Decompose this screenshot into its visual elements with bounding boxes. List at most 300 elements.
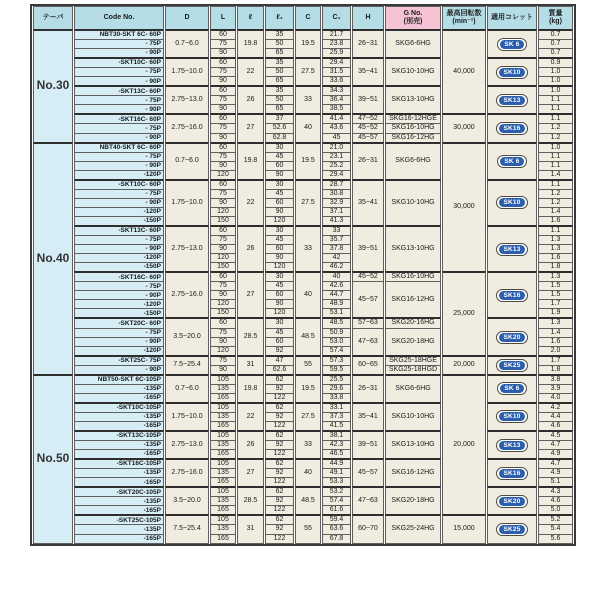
c1-cell: 33.8 (322, 393, 351, 402)
c1-cell: 37.1 (322, 207, 351, 216)
collet-badge-label: SK20 (499, 333, 524, 342)
code-cell: - 90P (74, 76, 164, 85)
ell-cell: 19.8 (237, 29, 264, 57)
length-l-cell: 75 (210, 235, 236, 244)
mass-cell: 1.1 (538, 113, 573, 123)
ell1-cell: 50 (265, 95, 294, 104)
length-l-cell: 165 (210, 449, 236, 458)
ell1-cell: 92 (265, 524, 294, 533)
g-no-cell: SKG16-12HG (385, 458, 441, 486)
length-l-cell: 90 (210, 48, 236, 57)
ell1-cell: 30 (265, 271, 294, 281)
code-cell: -SKT25C- 75P (74, 355, 164, 365)
max-rpm-cell: 20,000 (442, 355, 486, 374)
collet-badge-label: SK10 (499, 198, 524, 207)
d-range-cell: 2.75~16.0 (165, 113, 209, 141)
code-cell: - 75P (74, 235, 164, 244)
max-rpm-cell: 20,000 (442, 374, 486, 515)
collet-badge-label: SK16 (499, 291, 524, 300)
c1-cell: 21.7 (322, 29, 351, 39)
collet-badge (497, 155, 526, 168)
length-l-cell: 105 (210, 514, 236, 524)
mass-label-line1: 質量 (548, 9, 563, 17)
code-cell: -150P (74, 216, 164, 225)
mass-cell: 1.0 (538, 76, 573, 85)
ell1-cell: 90 (265, 170, 294, 179)
code-cell: -SKT16C- 60P (74, 271, 164, 281)
table-row (33, 486, 573, 496)
c-cell: 19.5 (295, 29, 321, 57)
length-l-cell: 75 (210, 328, 236, 337)
h-range-cell: 45~57 (352, 281, 384, 317)
d-range-cell: 2.75~13.0 (165, 430, 209, 458)
c1-cell: 31.5 (322, 67, 351, 76)
c1-cell: 35.7 (322, 235, 351, 244)
ell-cell: 22 (237, 57, 264, 85)
ell1-cell: 62.6 (265, 365, 294, 374)
d-range-cell: 1.75~10.0 (165, 57, 209, 85)
c1-cell: 32.9 (322, 198, 351, 207)
col-header-g-no (385, 6, 441, 29)
mass-cell: 1.2 (538, 133, 573, 142)
code-cell: -120P (74, 299, 164, 308)
taper-cell: No.50 (33, 374, 73, 544)
h-range-cell: 26~31 (352, 142, 384, 179)
c1-cell: 57.4 (322, 346, 351, 355)
length-l-cell: 90 (210, 104, 236, 113)
collet-cell (487, 430, 537, 458)
collet-badge (496, 122, 527, 135)
code-cell: -SKT13C-105P (74, 430, 164, 440)
collet-badge (496, 66, 527, 79)
h-range-cell: 39~51 (352, 430, 384, 458)
mass-cell: 4.7 (538, 440, 573, 449)
taper-cell: No.30 (33, 29, 73, 142)
ell-cell: 27 (237, 113, 264, 141)
h-range-cell: 26~31 (352, 29, 384, 57)
length-l-cell: 135 (210, 468, 236, 477)
mass-cell: 4.6 (538, 496, 573, 505)
c-cell: 19.5 (295, 374, 321, 402)
g-no-cell: SKG16-12HG (385, 281, 441, 317)
g-no-cell: SKG25-18HGE (385, 355, 441, 365)
c1-cell: 29.4 (322, 57, 351, 67)
code-cell: -135P (74, 384, 164, 393)
length-l-cell: 60 (210, 29, 236, 39)
h-range-cell: 45~52 (352, 123, 384, 132)
collet-badge-label: SK 6 (500, 384, 523, 393)
mass-label-line2: (kg) (549, 18, 562, 25)
g-no-cell: SKG16-12HG (385, 133, 441, 142)
ell1-cell: 65 (265, 76, 294, 85)
length-l-cell: 60 (210, 142, 236, 152)
g-no-cell: SKG25-18HGD (385, 365, 441, 374)
collet-badge-label: SK13 (499, 96, 524, 105)
length-l-cell: 60 (210, 271, 236, 281)
table-row (33, 430, 573, 440)
code-cell: -165P (74, 421, 164, 430)
c1-cell: 21.0 (322, 142, 351, 152)
ell-cell: 27 (237, 458, 264, 486)
d-range-cell: 2.75~13.0 (165, 225, 209, 271)
code-cell: -SKT25C-105P (74, 514, 164, 524)
c1-cell: 48.9 (322, 299, 351, 308)
collet-cell (487, 29, 537, 57)
ell1-cell: 92 (265, 412, 294, 421)
length-l-cell: 60 (210, 85, 236, 95)
ell-cell: 26 (237, 430, 264, 458)
mass-cell: 1.0 (538, 142, 573, 152)
ell1-cell: 62 (265, 514, 294, 524)
taper-cell: No.40 (33, 142, 73, 374)
c1-cell: 25.5 (322, 374, 351, 384)
table-row (33, 225, 573, 235)
c1-cell: 61.6 (322, 505, 351, 514)
g-no-cell: SKG6-6HG (385, 374, 441, 402)
ell1-cell: 120 (265, 262, 294, 271)
length-l-cell: 60 (210, 225, 236, 235)
col-header-l: L (210, 6, 236, 29)
c-cell: 40 (295, 271, 321, 317)
mass-cell: 4.2 (538, 402, 573, 412)
ell1-cell: 92 (265, 346, 294, 355)
code-cell: -135P (74, 524, 164, 533)
table-row (33, 85, 573, 95)
mass-cell: 0.7 (538, 48, 573, 57)
length-l-cell: 90 (210, 244, 236, 253)
ell1-cell: 60 (265, 244, 294, 253)
ell1-cell: 45 (265, 281, 294, 290)
collet-cell (487, 179, 537, 225)
length-l-cell: 75 (210, 95, 236, 104)
code-cell: - 90P (74, 48, 164, 57)
collet-cell (487, 271, 537, 317)
code-cell: -SKT20C-105P (74, 486, 164, 496)
d-range-cell: 1.75~10.0 (165, 179, 209, 225)
c1-cell: 34.3 (322, 85, 351, 95)
mass-cell: 1.2 (538, 123, 573, 132)
g-no-cell: SKG13-10HG (385, 430, 441, 458)
code-cell: NBT40-SKT 6C- 60P (74, 142, 164, 152)
mass-cell: 1.5 (538, 290, 573, 299)
code-cell: - 75P (74, 123, 164, 132)
c1-cell: 29.6 (322, 384, 351, 393)
code-cell: -135P (74, 496, 164, 505)
length-l-cell: 105 (210, 402, 236, 412)
h-range-cell: 35~41 (352, 179, 384, 225)
mass-cell: 1.2 (538, 189, 573, 198)
g-no-cell: SKG13-10HG (385, 85, 441, 113)
mass-cell: 1.0 (538, 85, 573, 95)
ell1-cell: 122 (265, 477, 294, 486)
g-no-cell: SKG20-18HG (385, 328, 441, 355)
c-cell: 19.5 (295, 142, 321, 179)
mass-cell: 4.0 (538, 393, 573, 402)
length-l-cell: 165 (210, 393, 236, 402)
c1-cell: 33 (322, 225, 351, 235)
ell1-cell: 60 (265, 198, 294, 207)
c1-cell: 28.7 (322, 179, 351, 189)
mass-cell: 1.1 (538, 161, 573, 170)
code-cell: - 75P (74, 67, 164, 76)
table-row (33, 142, 573, 152)
code-cell: -165P (74, 505, 164, 514)
code-cell: -SKT13C- 60P (74, 225, 164, 235)
length-l-cell: 75 (210, 189, 236, 198)
table-row (33, 317, 573, 327)
collet-cell (487, 317, 537, 354)
collet-badge-label: SK13 (499, 245, 524, 254)
g-no-cell: SKG13-10HG (385, 225, 441, 271)
g-no-cell: SKG6-6HG (385, 29, 441, 57)
code-cell: -SKT10C-105P (74, 402, 164, 412)
code-cell: NBT50-SKT 6C-105P (74, 374, 164, 384)
h-range-cell: 47~63 (352, 328, 384, 355)
collet-badge-label: SK25 (499, 525, 524, 534)
mass-cell: 3.8 (538, 374, 573, 384)
length-l-cell: 150 (210, 216, 236, 225)
code-cell: -165P (74, 449, 164, 458)
collet-cell (487, 458, 537, 486)
ell1-cell: 90 (265, 299, 294, 308)
col-header-h: H (352, 6, 384, 29)
mass-cell: 1.1 (538, 152, 573, 161)
mass-cell: 0.7 (538, 29, 573, 39)
ell-cell: 27 (237, 271, 264, 317)
c1-cell: 23.8 (322, 39, 351, 48)
c1-cell: 38.1 (322, 430, 351, 440)
code-cell: -SKT16C- 60P (74, 113, 164, 123)
mass-cell: 1.3 (538, 244, 573, 253)
table-row (33, 179, 573, 189)
length-l-cell: 165 (210, 477, 236, 486)
collet-badge (497, 38, 526, 51)
ell1-cell: 50 (265, 39, 294, 48)
code-cell: -SKT10C- 60P (74, 57, 164, 67)
h-range-cell: 26~31 (352, 374, 384, 402)
code-cell: -SKT10C- 60P (74, 179, 164, 189)
max-rpm-cell: 15,000 (442, 514, 486, 543)
d-range-cell: 0.7~6.0 (165, 142, 209, 179)
c1-cell: 44.7 (322, 290, 351, 299)
col-header-collet: 適用コレット (487, 6, 537, 29)
length-l-cell: 60 (210, 113, 236, 123)
g-no-cell: SKG10-10HG (385, 179, 441, 225)
ell1-cell: 52.6 (265, 123, 294, 132)
ell1-cell: 62 (265, 402, 294, 412)
length-l-cell: 60 (210, 317, 236, 327)
mass-cell: 1.4 (538, 328, 573, 337)
d-range-cell: 0.7~6.0 (165, 374, 209, 402)
d-range-cell: 1.75~10.0 (165, 402, 209, 430)
c1-cell: 59.4 (322, 514, 351, 524)
mass-cell: 1.5 (538, 281, 573, 290)
col-header-max-rpm (442, 6, 486, 29)
mass-cell: 1.8 (538, 262, 573, 271)
h-range-cell: 60~70 (352, 514, 384, 543)
length-l-cell: 90 (210, 365, 236, 374)
mass-cell: 1.3 (538, 235, 573, 244)
c-cell: 40 (295, 458, 321, 486)
c-cell: 55 (295, 514, 321, 543)
ell1-cell: 30 (265, 142, 294, 152)
code-cell: -120P (74, 207, 164, 216)
length-l-cell: 135 (210, 496, 236, 505)
c1-cell: 46.2 (322, 262, 351, 271)
d-range-cell: 3.5~20.0 (165, 317, 209, 354)
length-l-cell: 120 (210, 253, 236, 262)
ell-cell: 28.5 (237, 486, 264, 514)
collet-cell (487, 486, 537, 514)
collet-badge (496, 196, 527, 209)
c1-cell: 38.5 (322, 104, 351, 113)
spec-table-body (33, 29, 573, 544)
code-cell: - 75P (74, 328, 164, 337)
c1-cell: 50.9 (322, 328, 351, 337)
code-cell: -150P (74, 262, 164, 271)
length-l-cell: 135 (210, 440, 236, 449)
h-range-cell: 45~57 (352, 133, 384, 142)
c1-cell: 57.4 (322, 496, 351, 505)
length-l-cell: 60 (210, 179, 236, 189)
mass-cell: 1.6 (538, 253, 573, 262)
table-row (33, 458, 573, 468)
ell-cell: 26 (237, 85, 264, 113)
ell1-cell: 62 (265, 374, 294, 384)
code-cell: -135P (74, 440, 164, 449)
length-l-cell: 120 (210, 299, 236, 308)
length-l-cell: 135 (210, 524, 236, 533)
h-range-cell: 47~63 (352, 486, 384, 514)
collet-cell (487, 374, 537, 402)
mass-cell: 1.2 (538, 198, 573, 207)
collet-badge (496, 94, 527, 107)
col-header-ell: ℓ (237, 6, 264, 29)
spec-table (32, 6, 574, 544)
table-row (33, 514, 573, 524)
mass-cell: 4.5 (538, 430, 573, 440)
ell1-cell: 122 (265, 393, 294, 402)
code-cell: - 75P (74, 152, 164, 161)
mass-cell: 5.2 (538, 514, 573, 524)
c1-cell: 25.2 (322, 161, 351, 170)
ell1-cell: 122 (265, 534, 294, 544)
ell1-cell: 62 (265, 486, 294, 496)
mass-cell: 1.1 (538, 104, 573, 113)
d-range-cell: 2.75~13.0 (165, 85, 209, 113)
c1-cell: 37.3 (322, 412, 351, 421)
g-no-cell: SKG10-10HG (385, 402, 441, 430)
d-range-cell: 2.75~16.0 (165, 458, 209, 486)
mass-cell: 2.0 (538, 346, 573, 355)
g-no-label-line2: (別売) (403, 18, 423, 25)
c1-cell: 33.6 (322, 76, 351, 85)
max-rpm-cell: 40,000 (442, 29, 486, 113)
c1-cell: 59.5 (322, 365, 351, 374)
c1-cell: 43.6 (322, 123, 351, 132)
mass-cell: 4.6 (538, 421, 573, 430)
length-l-cell: 120 (210, 170, 236, 179)
collet-badge-label: SK25 (499, 361, 524, 370)
collet-cell (487, 514, 537, 543)
code-cell: NBT30-SKT 6C- 60P (74, 29, 164, 39)
ell1-cell: 35 (265, 57, 294, 67)
collet-cell (487, 225, 537, 271)
col-header-mass (538, 6, 573, 29)
mass-cell: 5.4 (538, 524, 573, 533)
length-l-cell: 90 (210, 133, 236, 142)
code-cell: -165P (74, 393, 164, 402)
ell1-cell: 60 (265, 161, 294, 170)
length-l-cell: 120 (210, 207, 236, 216)
length-l-cell: 90 (210, 290, 236, 299)
ell-cell: 31 (237, 355, 264, 374)
collet-badge-label: SK13 (499, 441, 524, 450)
d-range-cell: 0.7~6.0 (165, 29, 209, 57)
code-cell: -150P (74, 308, 164, 317)
length-l-cell: 165 (210, 421, 236, 430)
ell-cell: 19.8 (237, 374, 264, 402)
collet-badge (496, 410, 527, 423)
mass-cell: 1.6 (538, 337, 573, 346)
ell1-cell: 120 (265, 216, 294, 225)
length-l-cell: 75 (210, 39, 236, 48)
max-rpm-cell: 30,000 (442, 142, 486, 272)
collet-cell (487, 57, 537, 85)
mass-cell: 1.7 (538, 355, 573, 365)
c1-cell: 36.4 (322, 95, 351, 104)
code-cell: - 90P (74, 161, 164, 170)
col-header-d: D (165, 6, 209, 29)
code-cell: -SKT20C- 60P (74, 317, 164, 327)
g-no-cell: SKG25-24HG (385, 514, 441, 543)
collet-badge (496, 495, 527, 508)
ell1-cell: 65 (265, 104, 294, 113)
d-range-cell: 7.5~25.4 (165, 355, 209, 374)
collet-badge-label: SK 6 (500, 157, 523, 166)
c-cell: 27.5 (295, 179, 321, 225)
collet-badge (496, 359, 527, 372)
g-no-cell: SKG20-18HG (385, 486, 441, 514)
max-rpm-cell: 25,000 (442, 271, 486, 354)
mass-cell: 1.7 (538, 299, 573, 308)
collet-cell (487, 355, 537, 374)
c1-cell: 37.8 (322, 244, 351, 253)
collet-badge (496, 331, 527, 344)
mass-cell: 1.4 (538, 170, 573, 179)
c1-cell: 42.6 (322, 281, 351, 290)
max-rpm-cell: 30,000 (442, 113, 486, 141)
length-l-cell: 150 (210, 308, 236, 317)
ell-cell: 22 (237, 179, 264, 225)
ell1-cell: 60 (265, 290, 294, 299)
c-cell: 33 (295, 85, 321, 113)
length-l-cell: 75 (210, 355, 236, 365)
length-l-cell: 105 (210, 458, 236, 468)
h-range-cell: 39~51 (352, 225, 384, 271)
c-cell: 48.5 (295, 486, 321, 514)
mass-cell: 5.0 (538, 505, 573, 514)
length-l-cell: 75 (210, 281, 236, 290)
code-cell: -SKT13C- 60P (74, 85, 164, 95)
mass-cell: 1.4 (538, 207, 573, 216)
mass-cell: 1.3 (538, 317, 573, 327)
c1-cell: 42 (322, 253, 351, 262)
g-no-cell: SKG20-16HG (385, 317, 441, 327)
length-l-cell: 75 (210, 67, 236, 76)
code-cell: - 90P (74, 198, 164, 207)
ell1-cell: 62 (265, 458, 294, 468)
